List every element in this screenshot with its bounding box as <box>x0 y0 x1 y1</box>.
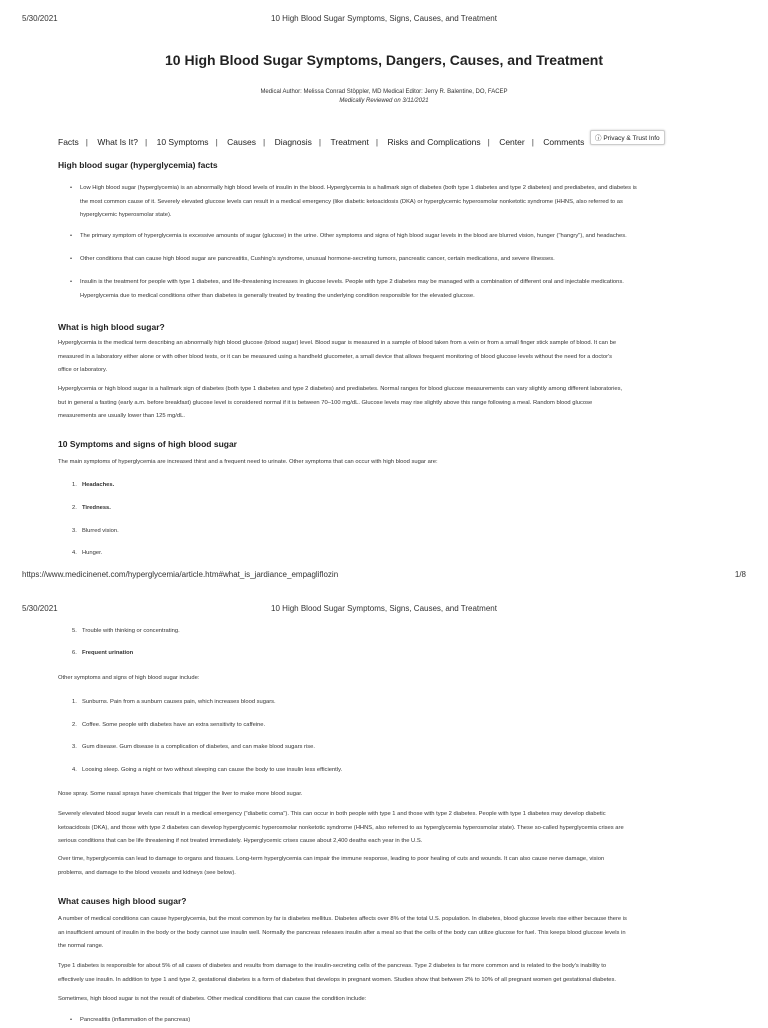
print-footer <box>22 570 746 582</box>
privacy-label: Privacy & Trust Info <box>603 135 660 142</box>
symptoms-heading: 10 Symptoms and signs of high blood sugar <box>58 439 237 449</box>
nav-comments[interactable]: Comments <box>543 137 585 147</box>
print-header-title: 10 High Blood Sugar Symptoms, Signs, Causes, and Treatment <box>271 604 497 613</box>
paragraph: Type 1 diabetes is responsible for about 5% of all cases of diabetes and results from damage to the insulin-secreting cells of the pancreas. Type 2 diabetes is far more common and is related to the body's inability to effectively use insulin. In addition to type 1 and type 2, gestational diabetes is a form of diabetes that develops in pregnant women. Studies show that between 2% to 10% of all pregnant women get gestational diabetes. <box>58 963 617 983</box>
list-item: 3. Gum disease. Gum disease is a complication of diabetes, and can make blood sugars rise. <box>72 744 315 750</box>
list-item: • Pancreatitis (inflammation of the pancreas) <box>70 1017 191 1023</box>
others-intro: Other symptoms and signs of high blood sugar include: <box>58 675 200 681</box>
paragraph: Hyperglycemia or high blood sugar is a hallmark sign of diabetes (both type 1 diabetes and type 2 diabetes) and prediabetes. Normal ranges for blood glucose measurements can vary slightly among different laboratories, but in general a fasting (early a.m. before breakfast) glucose level is considered normal if it is between 70–100 mg/dL. Glucose levels may rise slightly above this range following a meal. Random blood glucose measurements are usually lower than 125 mg/dL. <box>58 386 623 419</box>
list-item: 4. Loosing sleep. Going a night or two without sleeping can cause the body to use insulin less efficiently. <box>72 767 343 773</box>
print-header <box>22 604 746 616</box>
nav-treatment[interactable]: Treatment <box>330 137 369 147</box>
list-item: 6. Frequent urination <box>72 650 134 656</box>
print-url[interactable]: https://www.medicinenet.com/hyperglycemia/article.htm#what_is_jardiance_empagliflozin <box>22 570 339 579</box>
paragraph: Hyperglycemia is the medical term describing an abnormally high blood glucose (blood sugar) level. Blood sugar is measured in a sample of blood taken from a vein or from a small finger stick sample of blood. It can be measured in a laboratory either alone or with other blood tests, or it can be measured using a handheld glucometer, a small device that allows frequent monitoring of blood glucose levels without the need for a doctor's office or laboratory. <box>58 340 617 373</box>
list-item: • The primary symptom of hyperglycemia is excessive amounts of sugar (glucose) in the urine. Other symptoms and signs of high blood sugar levels in the blood are blurred vision, hunger ("hangry"), and headaches. <box>70 233 627 239</box>
symptoms-intro: The main symptoms of hyperglycemia are increased thirst and a frequent need to urinate. Other symptoms that can occur with high blood sugar are: <box>58 459 438 465</box>
shield-icon: ⓘ <box>595 135 602 142</box>
nav-what-is-it[interactable]: What Is It? <box>97 137 138 147</box>
list-item: 1. Sunburns. Pain from a sunburn causes pain, which increases blood sugars. <box>72 699 276 705</box>
list-item: 4. Hunger. <box>72 550 103 556</box>
paragraph: Over time, hyperglycemia can lead to damage to organs and tissues. Long-term hyperglycemia can impair the immune response, leading to poor healing of cuts and wounds. It can also cause nerve damage, vision problems, and damage to the blood vessels and kidneys (see below). <box>58 856 605 876</box>
list-item: • Low High blood sugar (hyperglycemia) is an abnormally high blood levels of insulin in the blood. Hyperglycemia is a hallmark sign of diabetes (both type 1 diabetes and type 2 diabetes) and prediabetes, and diabetes is the most common cause of it. Severely elevated glucose levels can result in a medical emergency (like diabetic ketoacidosis (DKA) or hyperglycemic hyperosmolar nonketotic syndrome (HHNS, also referred to as hyperglycemic hyperosmolar state). <box>70 185 637 218</box>
article-credits <box>0 88 768 106</box>
list-item: • Insulin is the treatment for people with type 1 diabetes, and life-threatening increases in glucose levels. People with type 2 diabetes may be managed with a combination of different oral and injectable medications. Hyperglycemia due to medical conditions other than diabetes is generally treated by treating the underlying condition responsible for the elevated glucose. <box>70 279 624 299</box>
nav-diagnosis[interactable]: Diagnosis <box>274 137 312 147</box>
list-item: 1. Headaches. <box>72 482 115 488</box>
nav-facts[interactable]: Facts <box>58 137 79 147</box>
nose-spray-note: Nose spray. Some nasal sprays have chemicals that trigger the liver to make more blood sugar. <box>58 791 303 797</box>
nav-risks[interactable]: Risks and Complications <box>387 137 481 147</box>
page-title: 10 High Blood Sugar Symptoms, Dangers, Causes, and Treatment <box>165 52 603 68</box>
list-item: • Other conditions that can cause high blood sugar are pancreatitis, Cushing's syndrome, unusual hormone-secreting tumors, pancreatic cancer, certain medications, and severe illnesses. <box>70 256 555 262</box>
list-item: 2. Tiredness. <box>72 505 111 511</box>
page-number: 1/8 <box>734 570 746 579</box>
sometimes-text: Sometimes, high blood sugar is not the result of diabetes. Other medical conditions that can cause the condition include: <box>58 996 367 1002</box>
nav-causes[interactable]: Causes <box>227 137 256 147</box>
print-date: 5/30/2021 <box>22 14 58 23</box>
what-heading: What is high blood sugar? <box>58 322 165 332</box>
print-header <box>22 14 746 26</box>
causes-heading: What causes high blood sugar? <box>58 896 187 906</box>
paragraph: Severely elevated blood sugar levels can result in a medical emergency ("diabetic coma"). This can occur in both people with type 1 and those with type 2 diabetes. People with type 1 diabetes may develop diabetic ketoacidosis (DKA), and those with type 2 diabetes can develop hyperglycemic hyperosmolar nonketotic syndrome (HHNS, also referred to as hyperglycemia hyperosmolar state). These so-called hyperglycemia crises are serious conditions that can be life threatening if not treated immediately. Hyperglycemic crises cause about 2,400 deaths each year in the U.S. <box>58 811 624 844</box>
list-item: 2. Coffee. Some people with diabetes have an extra sensitivity to caffeine. <box>72 722 266 728</box>
nav-symptoms[interactable]: 10 Symptoms <box>156 137 209 147</box>
list-item: 5. Trouble with thinking or concentrating. <box>72 628 180 634</box>
print-header-title: 10 High Blood Sugar Symptoms, Signs, Causes, and Treatment <box>271 14 497 23</box>
facts-heading: High blood sugar (hyperglycemia) facts <box>58 160 218 170</box>
nav-center[interactable]: Center <box>499 137 525 147</box>
article-nav: Facts | What Is It? | 10 Symptoms | Causes | Diagnosis | Treatment | Risks and Complications | Center | Comments <box>58 137 585 147</box>
print-date: 5/30/2021 <box>22 604 58 613</box>
credits-authors: Medical Author: Melissa Conrad Stöppler, MD Medical Editor: Jerry R. Balentine, DO, FACEP <box>260 89 508 95</box>
paragraph: A number of medical conditions can cause hyperglycemia, but the most common by far is diabetes mellitus. Diabetes affects over 8% of the total U.S. population. In diabetes, blood glucose levels rise either because there is an insufficient amount of insulin in the body or the body cannot use insulin well. Normally the pancreas releases insulin after a meal so that the cells of the body can utilize glucose for fuel. This keeps blood glucose levels in the normal range. <box>58 916 627 949</box>
list-item: 3. Blurred vision. <box>72 528 119 534</box>
privacy-trust-button[interactable] <box>590 130 665 145</box>
page-2 <box>0 590 768 1024</box>
credits-review-date: Medically Reviewed on 3/11/2021 <box>339 98 429 104</box>
